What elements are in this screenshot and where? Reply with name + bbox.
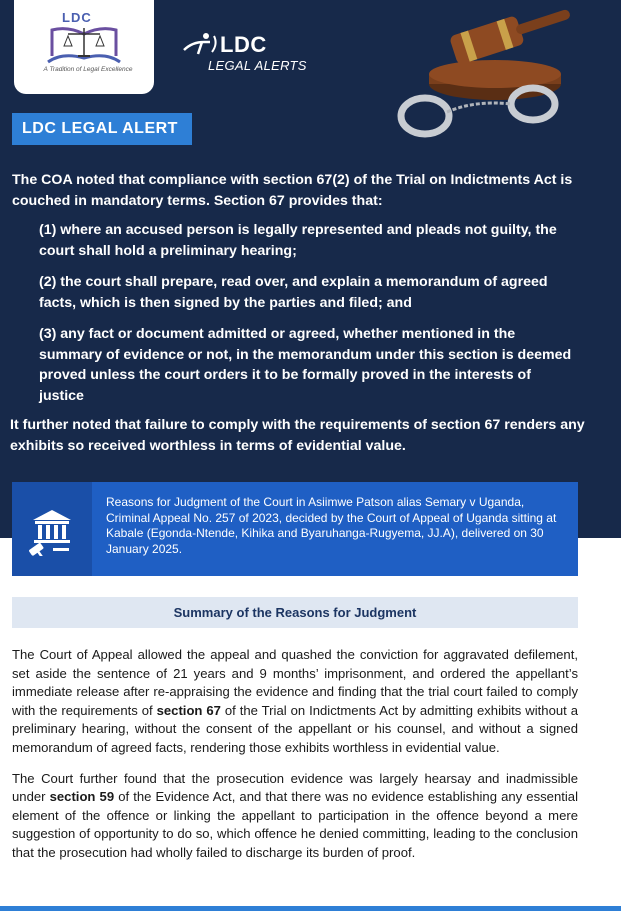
logo-ldc-text: LDC [62, 10, 92, 25]
case-citation-text: Reasons for Judgment of the Court in Asiimwe Patson alias Semary v Uganda, Criminal Appeal No. 257 of 2023, decided by the Court of Appeal of Uganda sitting at Kabale (Egonda-Ntende, Kihika and Byaruhanga-Rugyema, JJ.A), delivered on 30 January 2025. [106, 495, 557, 556]
scales-of-justice-icon [42, 22, 126, 66]
summary-paragraph-2 [12, 770, 578, 863]
summary-heading: Summary of the Reasons for Judgment [12, 597, 578, 628]
logo-tagline: A Tradition of Legal Excellence [43, 66, 133, 73]
alert-further-note: It further noted that failure to comply with the requirements of section 67 renders any exhibits so received worthless in terms of evidential value. [10, 417, 585, 454]
legal-alert-badge: LDC LEGAL ALERT [12, 113, 192, 145]
summary-paragraph-1 [12, 646, 578, 758]
section-67-clauses [39, 220, 610, 406]
citation-icon-box [12, 482, 92, 576]
bottom-stripe [0, 906, 621, 911]
section-67-ref: section 67 [156, 702, 221, 718]
alert-body [12, 170, 610, 456]
summary-body [12, 646, 578, 875]
brand-subtitle: LEGAL ALERTS [208, 58, 307, 73]
courthouse-gavel-icon [25, 502, 79, 556]
clause-3: (3) any fact or document admitted or agreed, whether mentioned in the summary of evidence or not, in the memorandum under this section is deemed proved unless the court orders it to be formally proved in the interests of justice [39, 326, 572, 404]
brand-person-icon [180, 32, 220, 56]
section-59-ref: section 59 [49, 789, 115, 805]
summary-p2-text-a: The Court further found that the prosecution evidence was largely hearsay and inadmissible under [12, 770, 578, 805]
ldc-logo-card [14, 0, 154, 94]
clause-1: (1) where an accused person is legally represented and pleads not guilty, the court shall hold a preliminary hearing; [39, 222, 557, 259]
brand-title: LDC [220, 32, 267, 57]
clause-2: (2) the court shall prepare, read over, and explain a memorandum of agreed facts, which is then signed by the parties and filed; and [39, 274, 548, 311]
case-citation-box [12, 482, 578, 576]
summary-p2-text-c: of the Evidence Act, and that there was no evidence establishing any essential element of the offence or linking the appellant to participation in the offence beyond a mere suggestion of opportunity to do so, which offence he denied committing, leading to the conclusion that the prosecution had wholly failed to discharge its burden of proof. [12, 789, 578, 860]
gavel-handcuffs-icon [395, 4, 575, 144]
summary-p1-text-c: of the Trial on Indictments Act by admitting exhibits without a preliminary hearing, without the consent of the appellant or his counsel, and without a signed memorandum of agreed facts, rendering those exhibits worthless in evidential value. [12, 702, 579, 755]
summary-p1-text-a: The Court of Appeal allowed the appeal and quashed the conviction for aggravated defilement, set aside the sentence of 21 years and 9 months’ imprisonment, and ordered the appellant’s immediate release after re-appraising the evidence and finding that the trial court failed to comply with the requirements of [12, 647, 578, 718]
alert-intro: The COA noted that compliance with section 67(2) of the Trial on Indictments Act is couched in mandatory terms. Section 67 provides that: [12, 172, 573, 209]
